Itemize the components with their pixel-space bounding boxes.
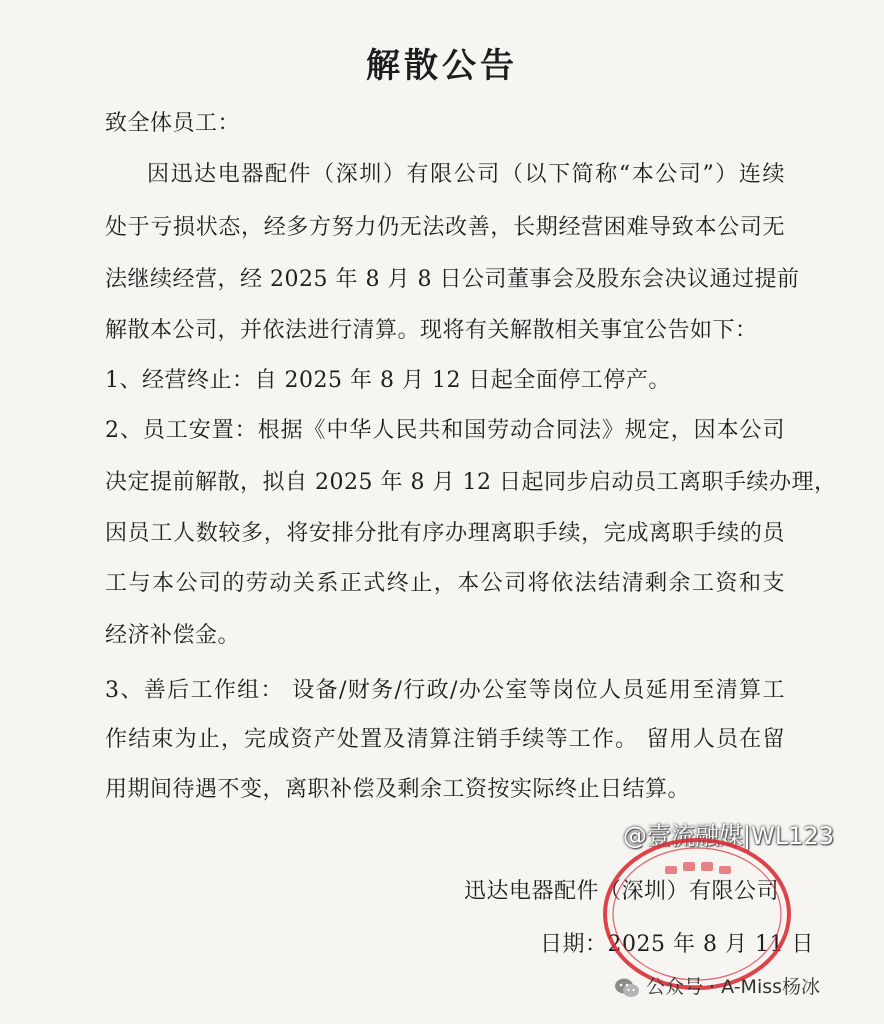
item-1-line: 1、经营终止：自 2025 年 8 月 12 日起全面停工停产。 <box>105 368 671 393</box>
body-line: 解散本公司，并依法进行清算。现将有关解散相关事宜公告如下： <box>105 318 758 343</box>
item-3-line: 3、善后工作组： 设备/财务/行政/办公室等岗位人员延用至清算工 <box>105 678 785 703</box>
document-title: 解散公告 <box>366 46 518 86</box>
item-2-line: 经济补偿金。 <box>105 623 241 648</box>
wechat-footer <box>614 972 820 999</box>
item-2-line: 决定提前解散，拟自 2025 年 8 月 12 日起同步启动员工离职手续办理， <box>105 470 837 495</box>
item-2-line: 2、员工安置：根据《中华人民共和国劳动合同法》规定，因本公司 <box>105 418 785 443</box>
item-2-line: 工与本公司的劳动关系正式终止，本公司将依法结清剩余工资和支 <box>105 571 785 596</box>
item-3-line: 作结束为止，完成资产处置及清算注销手续等工作。 留用人员在留 <box>105 727 785 752</box>
watermark-text: @壹流融媒|WL123 <box>623 822 834 850</box>
salutation: 致全体员工： <box>105 111 241 136</box>
wechat-footer-label: 公众号 · A-Miss杨冰 <box>646 976 821 998</box>
signature-date: 日期：2025 年 8 月 11 日 <box>540 932 814 957</box>
body-line: 法继续经营，经 2025 年 8 月 8 日公司董事会及股东会决议通过提前 <box>105 267 800 292</box>
company-seal-icon <box>595 832 795 992</box>
item-2-line: 因员工人数较多，将安排分批有序办理离职手续，完成离职手续的员 <box>105 521 785 546</box>
signature-company: 迅达电器配件（深圳）有限公司 <box>464 879 780 904</box>
item-3-line: 用期间待遇不变，离职补偿及剩余工资按实际终止日结算。 <box>105 777 691 802</box>
body-line: 处于亏损状态，经多方努力仍无法改善，长期经营困难导致本公司无 <box>105 215 785 240</box>
body-line: 因迅达电器配件（深圳）有限公司（以下简称“本公司”）连续 <box>147 162 785 187</box>
wechat-official-account-icon <box>614 977 640 999</box>
